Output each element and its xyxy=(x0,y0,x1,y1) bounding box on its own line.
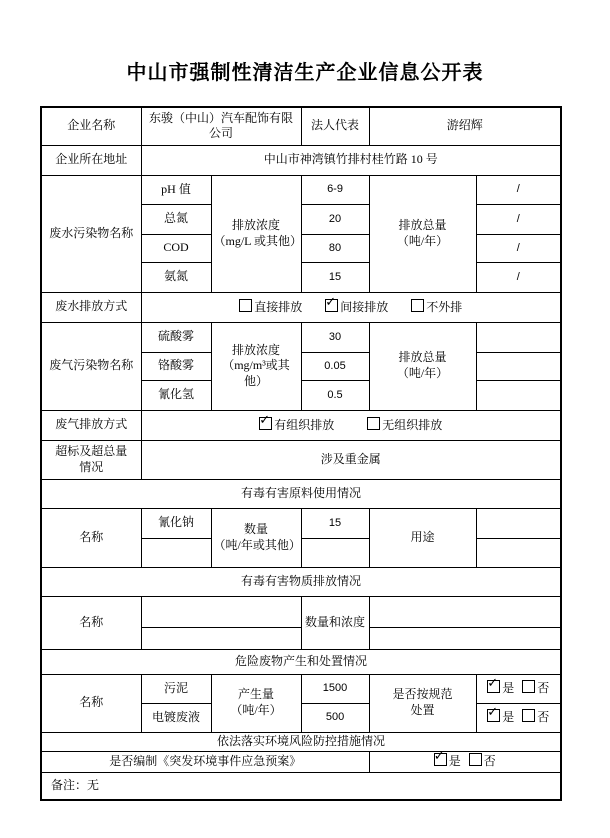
hazardous-qty-value: 1500 xyxy=(301,674,369,703)
toxic-discharge-qty-value xyxy=(369,627,561,649)
wastewater-method-options xyxy=(141,292,561,322)
checkbox-icon-no xyxy=(522,680,535,693)
table-row xyxy=(41,107,561,145)
table-row xyxy=(41,596,561,627)
checkbox-option-organized-discharge xyxy=(259,418,334,432)
pollutant-name: 铬酸雾 xyxy=(141,352,211,380)
table-row xyxy=(41,649,561,674)
gas-method-options xyxy=(141,410,561,440)
checkbox-option-unorganized-discharge xyxy=(367,418,442,432)
checkbox-icon-no xyxy=(469,753,482,766)
label-line: （mg/m³或其他） xyxy=(222,358,290,388)
toxic-discharge-section-title: 有毒有害物质排放情况 xyxy=(41,567,561,596)
checkbox-icon-yes xyxy=(434,753,447,766)
hazardous-qty-value: 500 xyxy=(301,703,369,732)
wastewater-section-label: 废水污染物名称 xyxy=(41,175,141,292)
label-line: 情况 xyxy=(79,459,104,474)
toxic-discharge-name-label: 名称 xyxy=(41,596,141,649)
pollutant-conc-value: 80 xyxy=(301,234,369,262)
pollutant-total-value: / xyxy=(476,204,561,234)
company-name-value: 东骏（中山）汽车配饰有限公司 xyxy=(141,107,301,145)
toxic-discharge-name-value xyxy=(141,596,301,627)
toxic-discharge-qty-label: 数量和浓度 xyxy=(301,596,369,649)
exceed-label xyxy=(41,440,141,479)
pollutant-conc-value: 0.05 xyxy=(301,352,369,380)
waste-gas-section-label: 废气污染物名称 xyxy=(41,322,141,410)
label-line: 产生量 xyxy=(238,687,275,702)
plan-yesno-cell xyxy=(369,751,561,772)
pollutant-name: 总氮 xyxy=(141,204,211,234)
checkbox-icon xyxy=(411,299,424,312)
checkbox-option-indirect-discharge xyxy=(325,300,388,314)
table-row xyxy=(41,410,561,440)
checkbox-label: 间接排放 xyxy=(340,299,389,314)
hazardous-qty-label xyxy=(211,674,301,732)
toxic-raw-use-value xyxy=(476,538,561,567)
checkbox-label: 不外排 xyxy=(426,299,463,314)
checkbox-icon xyxy=(325,299,338,312)
label-line: （吨/年或其他） xyxy=(213,537,301,552)
table-row xyxy=(41,440,561,479)
checkbox-icon xyxy=(239,299,252,312)
label-line: 排放浓度 xyxy=(232,217,281,232)
toxic-raw-qty-label xyxy=(211,508,301,567)
table-row xyxy=(41,567,561,596)
wastewater-method-label: 废水排放方式 xyxy=(41,292,141,322)
toxic-raw-section-title: 有毒有害原料使用情况 xyxy=(41,479,561,508)
info-table xyxy=(40,106,562,801)
pollutant-conc-value: 30 xyxy=(301,322,369,352)
pollutant-name: 氨氮 xyxy=(141,262,211,292)
pollutant-name: COD xyxy=(141,234,211,262)
pollutant-total-value xyxy=(476,322,561,352)
table-row xyxy=(41,145,561,175)
table-row xyxy=(41,479,561,508)
toxic-raw-name-value xyxy=(141,538,211,567)
checkbox-icon-no xyxy=(522,709,535,722)
table-row xyxy=(41,508,561,538)
pollutant-name: 硫酸雾 xyxy=(141,322,211,352)
table-row xyxy=(41,732,561,751)
checkbox-icon xyxy=(367,417,380,430)
no-label: 否 xyxy=(537,681,550,696)
remark-cell: 备注：无 xyxy=(41,772,561,800)
pollutant-total-value xyxy=(476,380,561,410)
pollutant-name: 氰化氢 xyxy=(141,380,211,410)
address-label: 企业所在地址 xyxy=(41,145,141,175)
wastewater-conc-label xyxy=(211,175,301,292)
table-row xyxy=(41,772,561,800)
pollutant-name: pH 值 xyxy=(141,175,211,204)
label-line: 排放浓度 xyxy=(232,342,281,357)
pollutant-conc-value: 0.5 xyxy=(301,380,369,410)
checkbox-option-no-discharge xyxy=(411,300,462,314)
no-label: 否 xyxy=(537,710,550,725)
checkbox-option-direct-discharge xyxy=(239,300,302,314)
hazardous-disposal-label xyxy=(369,674,476,732)
checkbox-icon xyxy=(259,417,272,430)
company-name-label: 企业名称 xyxy=(41,107,141,145)
toxic-raw-use-label: 用途 xyxy=(369,508,476,567)
legal-rep-label: 法人代表 xyxy=(301,107,369,145)
table-row xyxy=(41,751,561,772)
legal-rep-value: 游绍辉 xyxy=(369,107,561,145)
page-title: 中山市强制性清洁生产企业信息公开表 xyxy=(126,62,484,84)
label-line: 数量 xyxy=(244,521,269,536)
toxic-raw-use-value xyxy=(476,508,561,538)
no-label: 否 xyxy=(483,754,496,769)
toxic-raw-name-value: 氰化钠 xyxy=(141,508,211,538)
toxic-raw-name-label: 名称 xyxy=(41,508,141,567)
checkbox-label: 无组织排放 xyxy=(382,417,443,432)
wastewater-total-label xyxy=(369,175,476,292)
hazardous-name-value: 电镀废液 xyxy=(141,703,211,732)
yes-label: 是 xyxy=(502,681,515,696)
label-line: （mg/L 或其他） xyxy=(213,233,303,248)
address-value: 中山市神湾镇竹排村桂竹路 10 号 xyxy=(141,145,561,175)
pollutant-total-value: / xyxy=(476,234,561,262)
toxic-raw-qty-value: 15 xyxy=(301,508,369,538)
table-row xyxy=(41,322,561,352)
hazardous-yesno-cell xyxy=(476,703,561,732)
yes-label: 是 xyxy=(502,710,515,725)
label-line: 超标及超总量 xyxy=(55,443,128,458)
pollutant-conc-value: 20 xyxy=(301,204,369,234)
toxic-discharge-name-value xyxy=(141,627,301,649)
waste-gas-conc-label xyxy=(211,322,301,410)
toxic-raw-qty-value xyxy=(301,538,369,567)
hazardous-name-value: 污泥 xyxy=(141,674,211,703)
label-line: 是否按规范 xyxy=(392,687,453,702)
label-line: （吨/年） xyxy=(396,233,449,248)
table-row xyxy=(41,292,561,322)
pollutant-conc-value: 6-9 xyxy=(301,175,369,204)
exceed-value: 涉及重金属 xyxy=(141,440,561,479)
waste-gas-total-label xyxy=(369,322,476,410)
pollutant-total-value: / xyxy=(476,175,561,204)
label-line: 排放总量 xyxy=(398,350,447,365)
table-row xyxy=(41,674,561,703)
yes-label: 是 xyxy=(448,754,461,769)
pollutant-total-value: / xyxy=(476,262,561,292)
label-line: 排放总量 xyxy=(398,217,447,232)
pollutant-total-value xyxy=(476,352,561,380)
table-row xyxy=(41,175,561,204)
label-line: （吨/年） xyxy=(396,366,449,380)
checkbox-label: 有组织排放 xyxy=(274,417,335,432)
plan-label: 是否编制《突发环境事件应急预案》 xyxy=(41,751,369,772)
hazardous-section-title: 危险废物产生和处置情况 xyxy=(41,649,561,674)
risk-section-title: 依法落实环境风险防控措施情况 xyxy=(41,732,561,751)
checkbox-icon-yes xyxy=(487,709,500,722)
gas-method-label: 废气排放方式 xyxy=(41,410,141,440)
hazardous-name-label: 名称 xyxy=(41,674,141,732)
pollutant-conc-value: 15 xyxy=(301,262,369,292)
hazardous-yesno-cell xyxy=(476,674,561,703)
toxic-discharge-qty-value xyxy=(369,596,561,627)
checkbox-icon-yes xyxy=(487,680,500,693)
label-line: （吨/年） xyxy=(230,703,282,717)
label-line: 处置 xyxy=(410,703,435,717)
checkbox-label: 直接排放 xyxy=(254,299,303,314)
